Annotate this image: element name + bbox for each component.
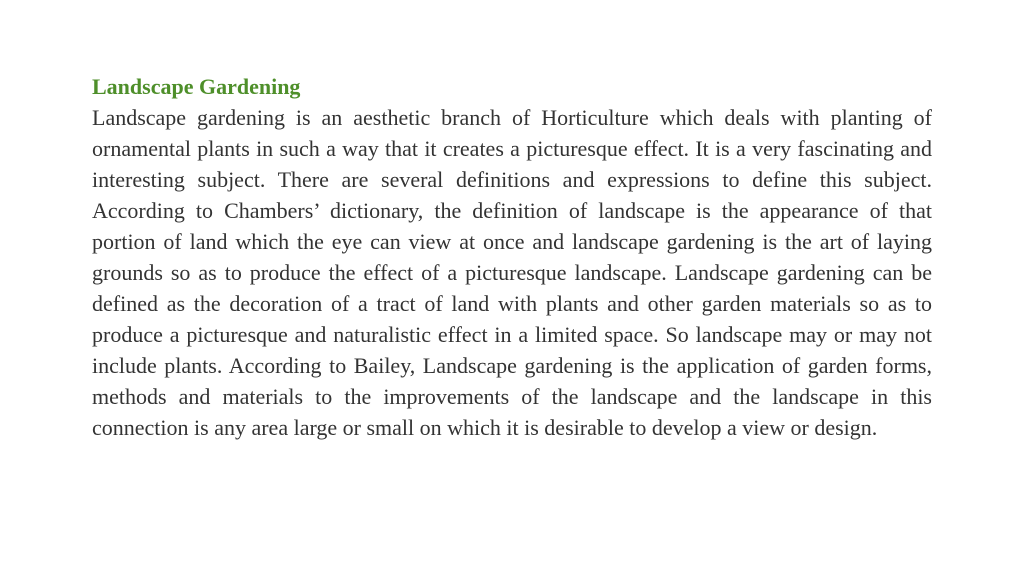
body-paragraph: Landscape gardening is an aesthetic branch of Horticulture which deals with planting of ornamental plants in such a way that it creates a picturesque effect. It is a very fascinating and interesting subject. There are several definitions and expressions to define this subject. According to Chambers’ dictionary, the definition of landscape is the appearance of that portion of land which the eye can view at once and landscape gardening is the art of laying grounds so as to produce the effect of a picturesque landscape. Landscape gardening can be defined as the decoration of a tract of land with plants and other garden materials so as to produce a picturesque and naturalistic effect in a limited space. So landscape may or may not include plants. According to Bailey, Landscape gardening is the application of garden forms, methods and materials to the improvements of the landscape and the landscape in this connection is any area large or small on which it is desirable to develop a view or design.: [92, 105, 932, 440]
heading: Landscape Gardening: [92, 74, 301, 99]
text-block: [92, 71, 932, 443]
